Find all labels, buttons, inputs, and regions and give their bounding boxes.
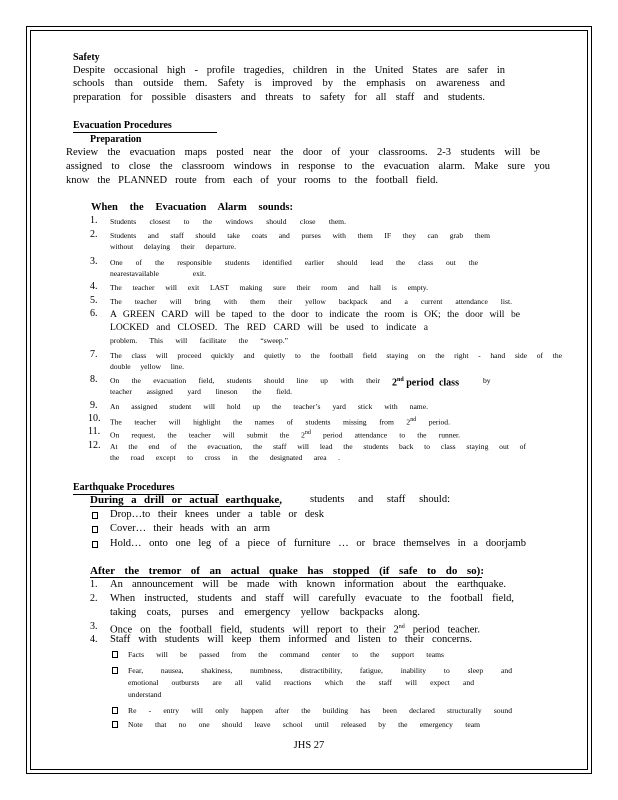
evac-item-8-line-2: teacher assigned yard lineson the field. <box>110 387 292 396</box>
drill-heading-underline <box>90 506 280 507</box>
safety-line-1: Despite occasional high - profile tragedies, children in the United States are safer in <box>73 65 505 76</box>
item-number: 3. <box>90 621 98 632</box>
item-number: 12. <box>88 440 101 451</box>
drill-heading: During a drill or actual earthquake, <box>90 494 282 506</box>
after-item-1: An announcement will be made with known information about the earthquake. <box>110 579 506 590</box>
item-number: 2. <box>90 229 98 240</box>
evac-item-2-line-2: without delaying their departure. <box>110 242 236 251</box>
checkbox-bullet-icon <box>92 541 98 548</box>
drill-bullet-1: Drop…to their knees under a table or desk <box>110 509 324 520</box>
item-number: 7. <box>90 349 98 360</box>
after-tremor-heading: After the tremor of an actual quake has stopped (if safe to do so): <box>90 565 484 577</box>
item-number: 11. <box>88 426 101 437</box>
preparation-line-2: assigned to close the classroom windows in response to the evacuation alarm. Make sure you <box>66 161 550 172</box>
checkbox-bullet-icon <box>112 651 118 658</box>
item-number: 9. <box>90 400 98 411</box>
after-item-2-line-2: taking coats, purses and emergency yellow backpacks along. <box>110 607 420 618</box>
evac-item-1: Students closest to the windows should close them. <box>110 217 346 226</box>
safety-line-3: preparation for possible disasters and threats to safety for all staff and students. <box>73 92 485 103</box>
item-number: 5. <box>90 295 98 306</box>
evac-item-6-line-1: A GREEN CARD will be taped to the door to indicate the room is OK; the door will be <box>110 309 520 320</box>
evac-item-7-line-2: double yellow line. <box>110 362 184 371</box>
item-number: 1. <box>90 579 98 590</box>
evac-item-12-line-1: At the end of the evacuation, the staff will lead the students back to class staying out of <box>110 442 526 451</box>
sub-bullet-4: Note that no one should leave school until released by the emergency team <box>128 720 480 729</box>
evac-item-11: On request, the teacher will submit the 2nd period attendance to the runner. <box>110 430 460 440</box>
alarm-heading: When the Evacuation Alarm sounds: <box>91 202 293 213</box>
preparation-heading: Preparation <box>90 134 142 145</box>
evac-item-6-line-2: LOCKED and CLOSED. The RED CARD will be used to indicate a <box>110 322 428 333</box>
item-number: 6. <box>90 308 98 319</box>
evac-item-3-line-1: One of the responsible students identified earlier should lead the class out the <box>110 258 478 267</box>
item-number: 3. <box>90 256 98 267</box>
checkbox-bullet-icon <box>92 512 98 519</box>
item-number: 2. <box>90 593 98 604</box>
sub-bullet-2-line-3: understand <box>128 690 162 699</box>
evac-item-3-line-2: nearestavailable exit. <box>110 269 206 278</box>
evac-item-10: The teacher will highlight the names of students missing from 2nd period. <box>110 417 450 427</box>
evac-item-7-line-1: The class will proceed quickly and quietly to the football field staying on the right - hand side of the <box>110 351 562 360</box>
evac-item-9: An assigned student will hold up the teacher’s yard stick with name. <box>110 402 428 411</box>
safety-heading: Safety <box>73 52 100 63</box>
preparation-line-1: Review the evacuation maps posted near the door of your classrooms. 2-3 students will be <box>66 147 540 158</box>
evac-item-2-line-1: Students and staff should take coats and purses with them IF they can grab them <box>110 231 490 240</box>
item-number: 4. <box>90 634 98 645</box>
after-item-3: Once on the football field, students will report to their 2nd period teacher. <box>110 624 480 636</box>
earthquake-heading: Earthquake Procedures <box>73 482 175 493</box>
evac-item-8-bold: 2nd period class <box>392 377 459 389</box>
after-tremor-underline <box>90 577 482 578</box>
preparation-line-3: know the PLANNED route from each of your rooms to the football field. <box>66 175 438 186</box>
item-number: 10. <box>88 413 101 424</box>
checkbox-bullet-icon <box>92 526 98 533</box>
sub-bullet-3: Re - entry will only happen after the building has been declared structurally sound <box>128 706 512 715</box>
drill-heading-tail: students and staff should: <box>310 494 450 505</box>
after-item-4: Staff with students will keep them informed and listen to their concerns. <box>110 634 472 645</box>
item-number: 4. <box>90 281 98 292</box>
evac-item-12-line-2: the road except to cross in the designated area . <box>110 453 340 462</box>
checkbox-bullet-icon <box>112 721 118 728</box>
sub-bullet-1: Facts will be passed from the command center to the support teams <box>128 650 444 659</box>
after-item-2-line-1: When instructed, students and staff will carefully evacuate to the football field, <box>110 593 514 604</box>
page-footer: JHS 27 <box>293 740 325 751</box>
evac-item-4: The teacher will exit LAST making sure their room and hall is empty. <box>110 283 428 292</box>
safety-line-2: schools than outside them. Safety is improved by the emphasis on awareness and <box>73 78 505 89</box>
sub-bullet-2-line-1: Fear, nausea, shakiness, numbness, distractibility, fatigue, inability to sleep and <box>128 666 512 675</box>
evac-item-5: The teacher will bring with them their yellow backpack and a current attendance list. <box>110 297 512 306</box>
drill-bullet-2: Cover… their heads with an arm <box>110 523 270 534</box>
evacuation-heading: Evacuation Procedures <box>73 120 172 131</box>
drill-bullet-3: Hold… onto one leg of a piece of furniture … or brace themselves in a doorjamb <box>110 538 526 549</box>
sub-bullet-2-line-2: emotional outbursts are all valid reactions which the staff will expect and <box>128 678 474 687</box>
evac-item-6-line-3: problem. This will facilitate the “sweep.” <box>110 336 288 345</box>
item-number: 8. <box>90 374 98 385</box>
evac-item-8-line-1: On the evacuation field, students should line up with their <box>110 376 380 385</box>
item-number: 1. <box>90 215 98 226</box>
evacuation-heading-underline <box>73 132 217 133</box>
evac-item-8-after: by <box>483 376 491 385</box>
checkbox-bullet-icon <box>112 707 118 714</box>
checkbox-bullet-icon <box>112 667 118 674</box>
